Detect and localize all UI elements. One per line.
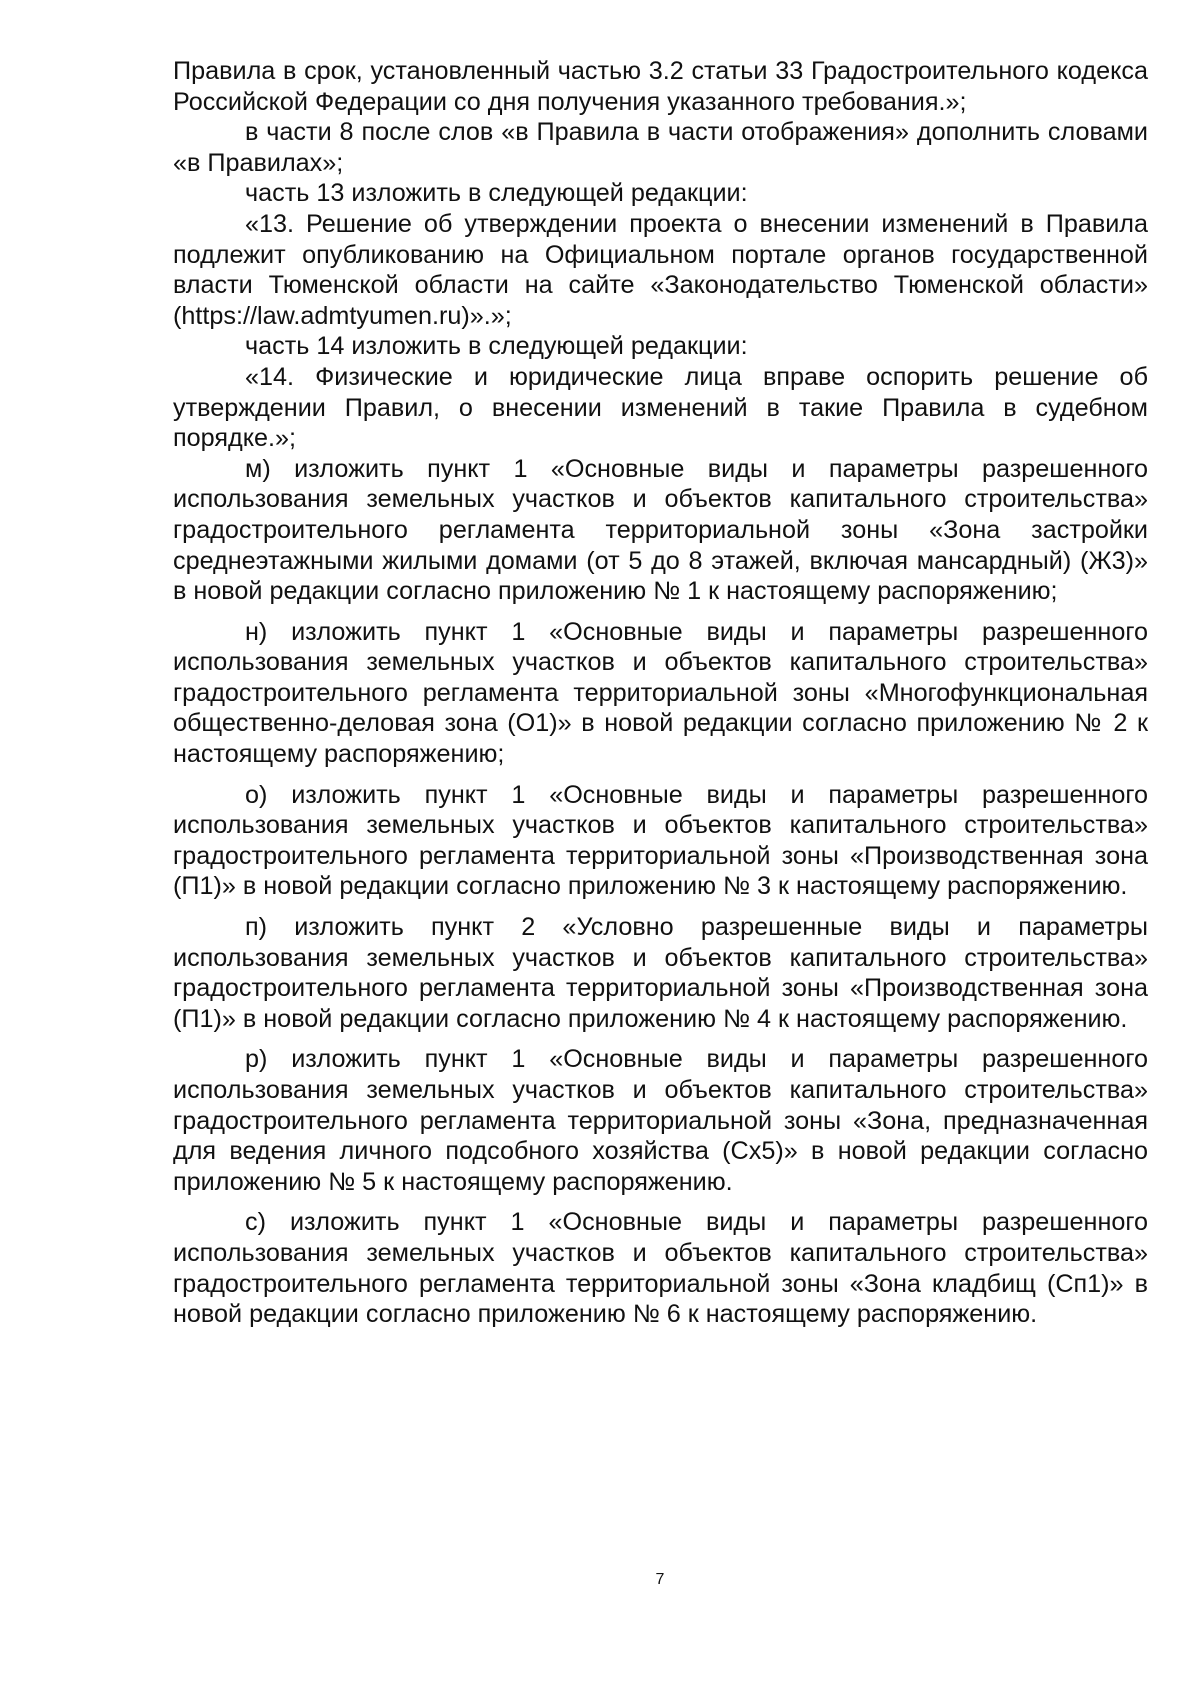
paragraph-part-14-intro: часть 14 изложить в следующей редакции: [245,332,748,361]
paragraph-part-13-intro: часть 13 изложить в следующей редакции: [245,179,748,208]
document-body [173,56,1148,1330]
paragraph-item-r: р) изложить пункт 1 «Основные виды и параметры разрешенного использования земельных участков и объектов капитального строительства» градостроительного регламента территориальной зоны «Зона, предназначенная для ведения личного подсобного хозяйства (Сх5)» в новой редакции согласно приложению № 5 к настоящему распоряжению. [173,1045,1148,1196]
paragraph-item-s: с) изложить пункт 1 «Основные виды и параметры разрешенного использования земельных участков и объектов капитального строительства» градостроительного регламента территориальной зоны «Зона кладбищ (Сп1)» в новой редакции согласно приложению № 6 к настоящему распоряжению. [173,1208,1148,1329]
paragraph-item-n: н) изложить пункт 1 «Основные виды и параметры разрешенного использования земельных участков и объектов капитального строительства» градостроительного регламента территориальной зоны «Многофункциональная общественно-деловая зона (О1)» в новой редакции согласно приложению № 2 к настоящему распоряжению; [173,617,1148,769]
paragraph-part-14-text: «14. Физические и юридические лица вправе оспорить решение об утверждении Правил, о внесении изменений в такие Правила в судебном порядке.»; [173,362,1148,453]
paragraph-item-p: п) изложить пункт 2 «Условно разрешенные виды и параметры использования земельных участков и объектов капитального строительства» градостроительного регламента территориальной зоны «Производственная зона (П1)» в новой редакции согласно приложению № 4 к настоящему распоряжению. [173,913,1148,1033]
paragraph-item-m: м) изложить пункт 1 «Основные виды и параметры разрешенного использования земельных участков и объектов капитального строительства» градостроительного регламента территориальной зоны «Зона застройки среднеэтажными жилыми домами (от 5 до 8 этажей, включая мансардный) (Ж3)» в новой редакции согласно приложению № 1 к настоящему распоряжению; [173,454,1148,606]
paragraph-part-13-text: «13. Решение об утверждении проекта о внесении изменений в Правила подлежит опубликованию на Официальном портале органов государственной власти Тюменской области на сайте «Законодательство Тюменской области» (https://law.admtyumen.ru)».»; [173,209,1148,330]
paragraph-item-o: о) изложить пункт 1 «Основные виды и параметры разрешенного использования земельных участков и объектов капитального строительства» градостроительного регламента территориальной зоны «Производственная зона (П1)» в новой редакции согласно приложению № 3 к настоящему распоряжению. [173,780,1148,901]
page-number: 7 [655,1571,665,1588]
paragraph-continuation: Правила в срок, установленный частью 3.2 статьи 33 Градостроительного кодекса Российской Федерации со дня получения указанного требования.»; [173,57,1148,116]
paragraph-part-8: в части 8 после слов «в Правила в части отображения» дополнить словами «в Правилах»; [173,118,1148,177]
